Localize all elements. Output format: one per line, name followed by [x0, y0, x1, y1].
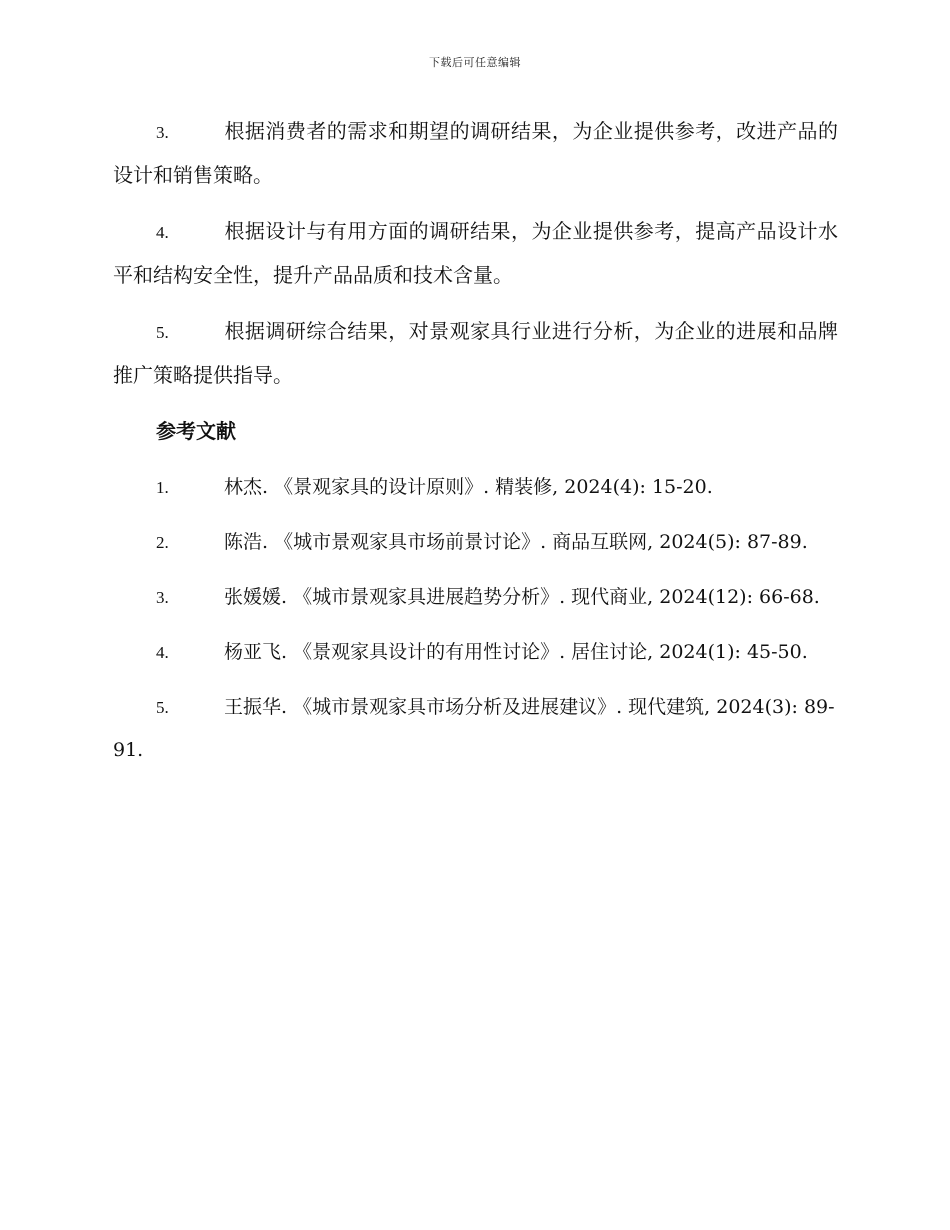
- reference-text: 张媛媛. 《城市景观家具进展趋势分析》. 现代商业, 2024(12): 66-68.: [224, 586, 820, 608]
- page-header: 下载后可任意编辑: [429, 56, 521, 69]
- list-text: 根据调研综合结果，对景观家具行业进行分析，为企业的进展和品牌推广策略提供指导。: [113, 319, 838, 387]
- document-body: [113, 110, 838, 783]
- list-text: 根据设计与有用方面的调研结果，为企业提供参考，提高产品设计水平和结构安全性，提升产品品质和技术含量。: [113, 219, 838, 287]
- list-number: 3.: [156, 123, 169, 142]
- reference-number: 4.: [156, 643, 169, 662]
- list-number: 5.: [156, 323, 169, 342]
- reference-item: [113, 521, 838, 564]
- list-item: [113, 210, 838, 296]
- list-item: [113, 110, 838, 196]
- reference-item: [113, 576, 838, 619]
- reference-number: 5.: [156, 698, 169, 717]
- reference-text: 林杰. 《景观家具的设计原则》. 精装修, 2024(4): 15-20.: [224, 476, 713, 498]
- list-text: 根据消费者的需求和期望的调研结果，为企业提供参考，改进产品的设计和销售策略。: [113, 119, 838, 187]
- reference-number: 3.: [156, 588, 169, 607]
- references-heading: 参考文献: [156, 419, 236, 443]
- reference-text: 陈浩. 《城市景观家具市场前景讨论》. 商品互联网, 2024(5): 87-89.: [224, 531, 808, 553]
- reference-item: [113, 686, 838, 771]
- reference-item: [113, 466, 838, 509]
- reference-item: [113, 631, 838, 674]
- reference-number: 2.: [156, 533, 169, 552]
- list-number: 4.: [156, 223, 169, 242]
- reference-text: 王振华. 《城市景观家具市场分析及进展建议》. 现代建筑, 2024(3): 89-91.: [113, 696, 835, 761]
- reference-text: 杨亚飞. 《景观家具设计的有用性讨论》. 居住讨论, 2024(1): 45-50.: [224, 641, 808, 663]
- reference-number: 1.: [156, 478, 169, 497]
- list-item: [113, 310, 838, 396]
